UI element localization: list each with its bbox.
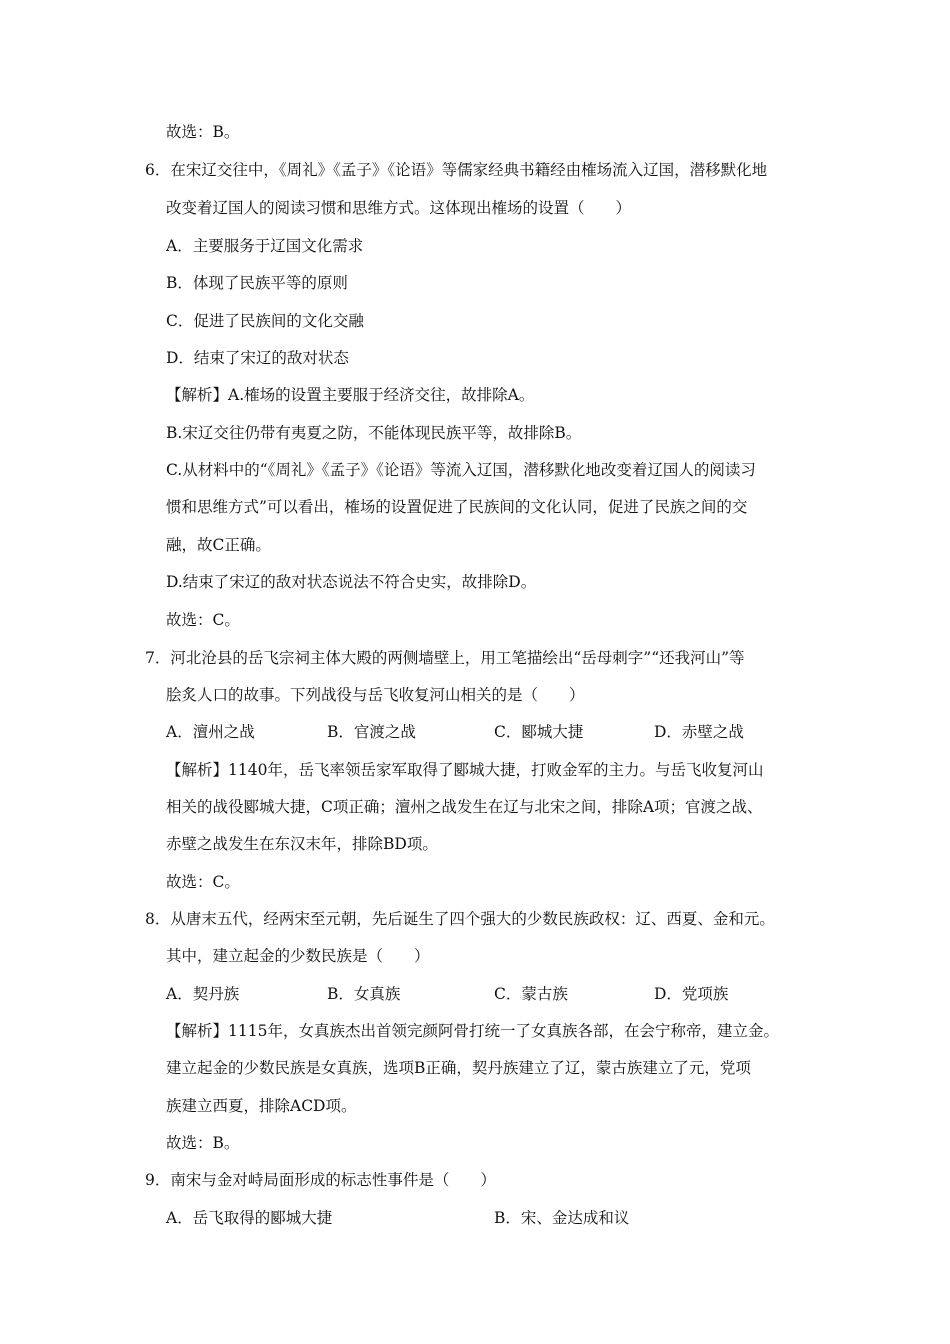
q6-answer: 故选：C。 <box>166 611 240 629</box>
q6-option-a: A．主要服务于辽国文化需求 <box>166 237 364 255</box>
question-6-text-cont: 改变着辽国人的阅读习惯和思维方式。这体现出榷场的设置（ ） <box>166 199 632 217</box>
q6-option-d: D．结束了宋辽的敌对状态 <box>166 349 349 367</box>
q7-analysis: 【解析】1140年，岳飞率领岳家军取得了郾城大捷，打败金军的主力。与岳飞收复河山 <box>166 761 764 779</box>
q6-option-b: B．体现了民族平等的原则 <box>166 274 348 292</box>
q8-answer: 故选：B。 <box>166 1134 240 1152</box>
answer-line: 故选：B。 <box>166 123 240 141</box>
q8-analysis-cont: 建立起金的少数民族是女真族，选项B正确，契丹族建立了辽，蒙古族建立了元，党项 <box>166 1059 751 1077</box>
q9-option-b: B．宋、金达成和议 <box>494 1209 630 1227</box>
q8-analysis: 【解析】1115年，女真族杰出首领完颜阿骨打统一了女真族各部，在会宁称帝，建立金。 <box>166 1022 779 1040</box>
q8-option-a: A．契丹族 <box>166 985 240 1003</box>
question-7-text: 7．河北沧县的岳飞宗祠主体大殿的两侧墙壁上，用工笔描绘出“岳母刺字”“还我河山”等 <box>145 649 745 667</box>
q7-analysis-cont: 相关的战役郾城大捷，C项正确；澶州之战发生在辽与北宋之间，排除A项；官渡之战、 <box>166 798 763 816</box>
q8-option-d: D．党项族 <box>654 985 729 1003</box>
q7-option-b: B．官渡之战 <box>327 723 416 741</box>
q7-option-c: C．郾城大捷 <box>494 723 584 741</box>
q6-analysis-c-end: 融，故C正确。 <box>166 536 271 554</box>
q8-option-c: C．蒙古族 <box>494 985 568 1003</box>
q6-option-c: C．促进了民族间的文化交融 <box>166 312 364 330</box>
q6-analysis-c-cont: 惯和思维方式”可以看出，榷场的设置促进了民族间的文化认同，促进了民族之间的交 <box>166 498 748 516</box>
q9-option-a: A．岳飞取得的郾城大捷 <box>166 1209 333 1227</box>
q7-option-d: D．赤壁之战 <box>654 723 744 741</box>
q8-analysis-end: 族建立西夏，排除ACD项。 <box>166 1097 357 1115</box>
q6-analysis-d: D.结束了宋辽的敌对状态说法不符合史实，故排除D。 <box>166 573 537 591</box>
question-8-text-cont: 其中，建立起金的少数民族是（ ） <box>166 947 430 965</box>
q7-analysis-end: 赤壁之战发生在东汉末年，排除BD项。 <box>166 835 438 853</box>
q8-option-b: B．女真族 <box>327 985 401 1003</box>
q7-answer: 故选：C。 <box>166 873 240 891</box>
q6-analysis-c: C.从材料中的“《周礼》《孟子》《论语》等流入辽国，潜移默化地改变着辽国人的阅读习 <box>166 461 756 479</box>
q6-analysis-b: B.宋辽交往仍带有夷夏之防，不能体现民族平等，故排除B。 <box>166 424 582 442</box>
question-6-text: 6．在宋辽交往中，《周礼》《孟子》《论语》等儒家经典书籍经由榷场流入辽国，潜移默化地 <box>145 161 768 179</box>
q6-analysis: 【解析】A.榷场的设置主要服于经济交往，故排除A。 <box>166 386 535 404</box>
question-9-text: 9．南宋与金对峙局面形成的标志性事件是（ ） <box>145 1171 496 1189</box>
q7-option-a: A．澶州之战 <box>166 723 255 741</box>
question-8-text: 8．从唐末五代，经两宋至元朝，先后诞生了四个强大的少数民族政权：辽、西夏、金和元。 <box>145 910 775 928</box>
question-7-text-cont: 脍炙人口的故事。下列战役与岳飞收复河山相关的是（ ） <box>166 686 585 704</box>
